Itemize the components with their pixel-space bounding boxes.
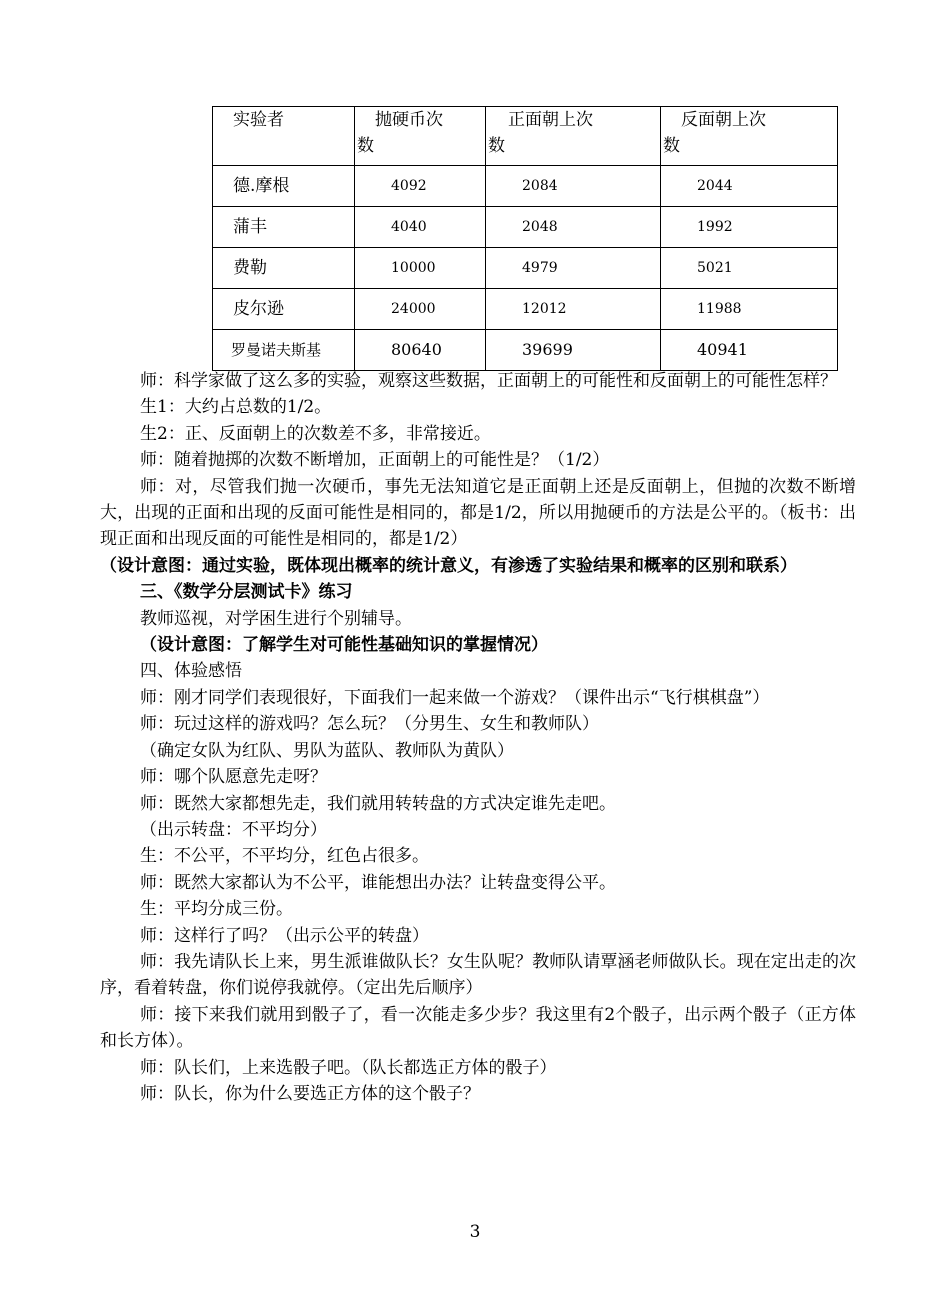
tails-cell: 2044 [661,166,838,207]
header-text: 数 [488,136,505,156]
header-text: 数 [663,136,680,156]
tosses-cell: 4040 [355,207,486,248]
tosses-cell: 4092 [355,166,486,207]
tails-cell: 5021 [661,248,838,289]
header-text: 数 [357,136,374,156]
header-text: 实验者 [233,110,284,130]
heads-cell: 2048 [486,207,661,248]
paragraph: 师：哪个队愿意先走呀？ [140,767,327,788]
experimenter-cell: 德.摩根 [213,166,355,207]
paragraph: 师：我先请队长上来，男生派谁做队长？女生队呢？教师队请覃涵老师做队长。现在定出走的次序，看着转盘，你们说停我就停。（定出先后顺序） [100,951,856,999]
paragraph: 教师巡视，对学困生进行个别辅导。 [140,608,412,629]
table-row [213,248,838,289]
table-row [213,330,838,371]
tosses-cell: 80640 [355,330,486,371]
experiment-table [212,106,838,371]
paragraph: 生1：大约占总数的1/2。 [140,397,332,418]
table-row [213,166,838,207]
paragraph: 师：队长，你为什么要选正方体的这个骰子？ [140,1083,480,1104]
paragraph: 师：刚才同学们表现很好，下面我们一起来做一个游戏？（课件出示“飞行棋棋盘”） [140,687,770,708]
heads-cell: 4979 [486,248,661,289]
experimenter-cell: 费勒 [213,248,355,289]
paragraph: 师：既然大家都想先走，我们就用转转盘的方式决定谁先走吧。 [140,793,616,814]
experimenter-cell: 皮尔逊 [213,289,355,330]
header-cell-experimenter [213,107,355,166]
header-text: 抛硬币次 [375,110,443,130]
paragraph: 生：平均分成三份。 [140,899,293,920]
table-row [213,207,838,248]
page-number: 3 [469,1222,481,1242]
paragraph: 师：队长们，上来选骰子吧。（队长都选正方体的骰子） [140,1057,557,1078]
paragraph: 师：科学家做了这么多的实验，观察这些数据，正面朝上的可能性和反面朝上的可能性怎样？ [140,371,837,391]
design-intent-note [100,632,856,658]
heads-cell: 12012 [486,289,661,330]
paragraph: 师：这样行了吗？（出示公平的转盘） [140,925,429,946]
heads-cell: 2084 [486,166,661,207]
header-cell-tails [661,107,838,166]
tails-cell: 1992 [661,207,838,248]
tosses-cell: 10000 [355,248,486,289]
header-text: 反面朝上次 [681,110,766,130]
paragraph: 师：随着抛掷的次数不断增加，正面朝上的可能性是？（1/2） [140,450,610,471]
table-header-row [213,107,838,166]
header-cell-tosses [355,107,486,166]
bold-text: （设计意图：通过实验，既体现出概率的统计意义，有渗透了实验结果和概率的区别和联系） [100,555,797,576]
design-intent-note [100,553,856,579]
bold-text: 三、《数学分层测试卡》练习 [140,582,353,603]
experimenter-cell: 蒲丰 [213,207,355,248]
paragraph: （确定女队为红队、男队为蓝队、教师队为黄队） [140,740,514,761]
paragraph: 师：对，尽管我们抛一次硬币，事先无法知道它是正面朝上还是反面朝上，但抛的次数不断增大，出现的正面和出现的反面可能性是相同的，都是1/2，所以用抛硬币的方法是公平的。（板书：出现正面和出现反面的可能性是相同的，都是1/2） [100,476,856,550]
paragraph: 师：接下来我们就用到骰子了，看一次能走多少步？我这里有2个骰子，出示两个骰子（正方体和长方体）。 [100,1004,856,1052]
section-heading: 四、体验感悟 [140,661,242,682]
heads-cell: 39699 [486,330,661,371]
tails-cell: 11988 [661,289,838,330]
paragraph: 师：玩过这样的游戏吗？怎么玩？（分男生、女生和教师队） [140,714,599,735]
paragraph: （出示转盘：不平均分） [140,819,327,840]
paragraph: 生：不公平，不平均分，红色占很多。 [140,846,429,867]
table-row [213,289,838,330]
experimenter-cell: 罗曼诺夫斯基 [213,330,355,371]
paragraph: 师：既然大家都认为不公平，谁能想出办法？让转盘变得公平。 [140,872,616,893]
paragraph: 生2：正、反面朝上的次数差不多，非常接近。 [140,423,491,444]
tails-cell: 40941 [661,330,838,371]
tosses-cell: 24000 [355,289,486,330]
section-heading [100,579,856,605]
lesson-text [100,368,856,1107]
header-cell-heads [486,107,661,166]
bold-text: （设计意图：了解学生对可能性基础知识的掌握情况） [140,635,548,656]
header-text: 正面朝上次 [508,110,593,130]
